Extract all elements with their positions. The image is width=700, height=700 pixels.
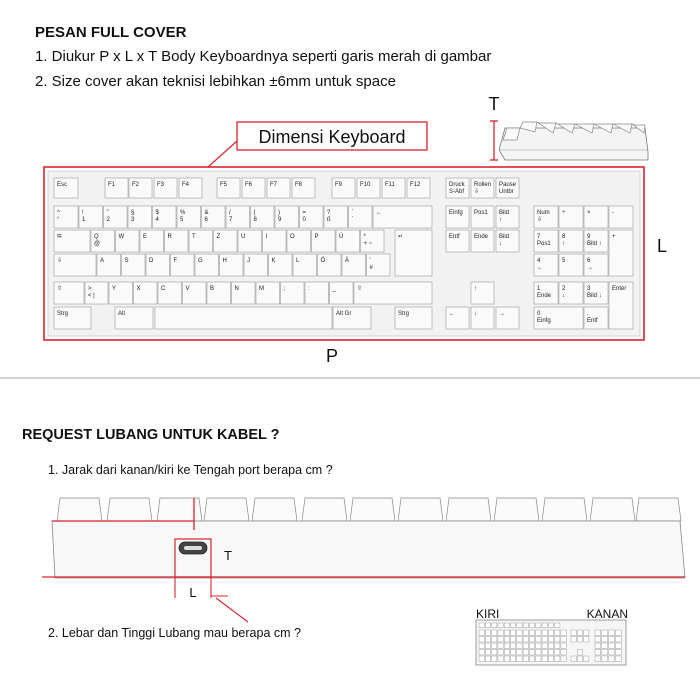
thumbnail-key: [609, 630, 615, 636]
key-k-label: K: [271, 258, 276, 264]
key-f11: [382, 178, 405, 198]
key-hash-label: #: [369, 265, 373, 271]
key-x-label: X: [136, 286, 141, 292]
key-num-4-label: ←: [537, 265, 543, 271]
key-pageup-label: Bild: [499, 210, 510, 216]
thumbnail-key: [602, 630, 608, 636]
thumbnail-key: [523, 656, 528, 662]
key-num-dot-label: Entf: [587, 318, 598, 324]
key-num-1-label: !: [82, 210, 84, 216]
thumbnail-key: [492, 656, 497, 662]
key-lt-label: < |: [88, 293, 95, 299]
key-num-5-label: 5: [180, 217, 184, 223]
side-keycap: [252, 498, 297, 521]
pointer-line: [216, 598, 248, 622]
key-semicolon-label: ;: [283, 286, 286, 292]
thumbnail-key: [523, 630, 528, 636]
section1-title: PESAN FULL COVER: [35, 24, 187, 41]
thumbnail-key: [577, 650, 582, 656]
key-delete-label: Entf: [449, 234, 460, 240]
thumbnail-key: [561, 630, 566, 636]
key-*-label: + ~: [363, 241, 373, 247]
key-print-label: Druck: [449, 182, 465, 188]
thumbnail-key: [536, 630, 541, 636]
key-num-9-label: 9: [278, 217, 282, 223]
thumbnail-key: [511, 650, 516, 656]
key-*-label: *: [363, 234, 366, 240]
key-p-label: P: [314, 234, 319, 240]
thumbnail-key: [504, 630, 509, 636]
key-num-2-label: 2: [106, 217, 110, 223]
key-f10-label: F10: [360, 182, 371, 188]
thumbnail-key: [479, 630, 484, 636]
key-m-label: M: [259, 286, 264, 292]
key-j-label: J: [247, 258, 250, 264]
thumbnail-key: [498, 630, 503, 636]
key-scroll-lock: [471, 178, 494, 198]
key-c-label: C: [161, 286, 166, 292]
instruction-2: 2. Size cover akan teknisi lebihkan ±6mm untuk space: [35, 73, 396, 90]
key-shift-right-label: ⇧: [357, 286, 363, 292]
thumbnail-key: [504, 643, 509, 649]
key-pause-label: Untbr: [499, 189, 514, 195]
key-esc-label: Esc: [57, 182, 68, 188]
thumbnail-key: [523, 637, 528, 643]
key-num-2-label: ": [106, 210, 109, 216]
key-arrow-down-label: ↓: [474, 311, 477, 317]
thumbnail-key: [498, 623, 503, 628]
thumbnail-key: [561, 643, 566, 649]
key-num-7-label: 7: [229, 217, 233, 223]
thumbnail-key: [615, 630, 621, 636]
key-f9: [332, 178, 355, 198]
thumbnail-key: [485, 656, 490, 662]
key-d-label: D: [149, 258, 154, 264]
thumbnail-key: [609, 656, 615, 662]
key-num-5-label: %: [180, 210, 186, 216]
key-e-label: E: [143, 234, 148, 240]
key-n-label: N: [234, 286, 239, 292]
key-num-ß-label: ß: [327, 217, 331, 223]
thumbnail-key: [555, 656, 560, 662]
key-num-´-label: ´: [351, 217, 354, 223]
thumbnail-key: [555, 630, 560, 636]
side-keycap: [494, 498, 539, 521]
thumbnail-key: [511, 630, 516, 636]
key-f7-label: F7: [270, 182, 278, 188]
key-s-label: S: [124, 258, 129, 264]
thumbnail-key: [571, 656, 576, 662]
thumbnail-key: [548, 643, 553, 649]
key-f8: [292, 178, 315, 198]
key-underscore-label: _: [332, 286, 336, 292]
thumbnail-key: [523, 643, 528, 649]
thumbnail-key: [517, 637, 522, 643]
thumbnail-key: [536, 643, 541, 649]
thumbnail-key: [504, 637, 509, 643]
key-num-3-label: Bild ↓: [587, 293, 602, 299]
thumbnail-key: [602, 656, 608, 662]
key-numlock-label: ⇩: [537, 217, 543, 223]
key-num-8-label: 8: [562, 234, 566, 240]
key-f1-label: F1: [108, 182, 116, 188]
thumbnail-key: [511, 656, 516, 662]
key-num-enter-label: Enter: [612, 286, 627, 292]
key-q-label: Q: [94, 234, 99, 240]
dim-l2-label: L: [189, 585, 197, 600]
thumbnail-key: [479, 637, 484, 643]
thumbnail-key: [517, 656, 522, 662]
key-pause: [496, 178, 519, 198]
thumbnail-key: [571, 630, 576, 636]
thumbnail-key: [529, 637, 534, 643]
thumbnail-key: [542, 650, 547, 656]
key-num-0-label: Einfg: [537, 318, 551, 324]
key-altgr-label: Alt Gr: [336, 311, 352, 317]
key-f5: [217, 178, 240, 198]
key-lt-label: >: [88, 286, 92, 292]
key-v-label: V: [185, 286, 190, 292]
thumbnail-key: [479, 643, 484, 649]
thumbnail-key: [529, 656, 534, 662]
key-f2-label: F2: [132, 182, 140, 188]
dim-t2-label: T: [224, 548, 232, 563]
key-f4-label: F4: [182, 182, 190, 188]
side-keycap: [204, 498, 249, 521]
key-num-6-label: →: [587, 265, 593, 271]
thumbnail-key: [492, 650, 497, 656]
key-capslock-label: ⇩: [57, 258, 63, 264]
thumbnail-key: [615, 643, 621, 649]
side-keycap: [350, 498, 395, 521]
key-b-label: B: [210, 286, 215, 292]
thumbnail-key: [517, 643, 522, 649]
key-num-8-label: (: [253, 210, 256, 216]
thumbnail-key: [584, 630, 589, 636]
key-f4: [179, 178, 202, 198]
thumbnail-key: [542, 623, 547, 628]
key-num-1-label: Ende: [537, 293, 552, 299]
thumbnail-key: [485, 637, 490, 643]
key-num-9-label: 9: [587, 234, 591, 240]
key-print-label: S-Abf: [449, 189, 465, 195]
side-keycap: [302, 498, 347, 521]
thumbnail-key: [523, 623, 528, 628]
thumbnail-key: [479, 650, 484, 656]
key-ä-label: Ä: [345, 258, 350, 264]
key-num-8-label: 8: [253, 217, 257, 223]
key-print: [446, 178, 469, 198]
thumbnail-key: [504, 650, 509, 656]
key-pagedown-label: Bild: [499, 234, 510, 240]
instruction-1: 1. Diukur P x L x T Body Keyboardnya seperti garis merah di gambar: [35, 48, 492, 65]
key-f6-label: F6: [245, 182, 253, 188]
key-num-mul-label: ×: [587, 210, 591, 216]
key-ctrl-right-label: Strg: [398, 311, 410, 317]
key-f3: [154, 178, 177, 198]
thumbnail-key: [485, 623, 490, 628]
thumbnail-key: [492, 630, 497, 636]
key-num-7-label: 7: [537, 234, 541, 240]
key-g-label: G: [198, 258, 203, 264]
thumbnail-key: [492, 637, 497, 643]
thumbnail-key: [548, 637, 553, 643]
key-f6: [242, 178, 265, 198]
key-num-dot-label: ,: [587, 311, 589, 317]
key-end-label: Ende: [474, 234, 489, 240]
thumbnail-key: [615, 656, 621, 662]
thumbnail-key: [485, 643, 490, 649]
dim-t-label: T: [488, 94, 500, 114]
key-num-1-label: 1: [82, 217, 86, 223]
thumbnail-key: [595, 630, 601, 636]
key-pause-label: Pause: [499, 182, 517, 188]
key-num-0-label: =: [302, 210, 307, 216]
thumbnail-key: [561, 637, 566, 643]
key-f10: [357, 178, 380, 198]
key-arrow-left-label: ←: [449, 311, 455, 317]
thumbnail-key: [498, 656, 503, 662]
key-num-ß-label: ?: [327, 210, 331, 216]
thumbnail-key: [529, 650, 534, 656]
key-alt-label: Alt: [118, 311, 126, 317]
question-1: 1. Jarak dari kanan/kiri ke Tengah port berapa cm ?: [48, 463, 333, 477]
key-hash-label: ': [369, 258, 371, 264]
key-scroll-lock-label: ⇩: [474, 189, 480, 195]
key-colon-label: :: [308, 286, 310, 292]
key-num-8-label: ↑: [562, 241, 565, 247]
key-space: [155, 307, 332, 329]
key-pageup-label: ↑: [499, 217, 502, 223]
keyboard-side-view: [52, 498, 685, 578]
key-num-plus-label: +: [612, 234, 616, 240]
thumbnail-key: [615, 637, 621, 643]
key-num-3-label: 3: [131, 217, 135, 223]
key-caret-label: °: [57, 217, 60, 223]
key-ö-label: Ö: [320, 258, 326, 264]
side-keycap: [446, 498, 491, 521]
thumbnail-key: [548, 630, 553, 636]
key-f12: [407, 178, 430, 198]
key-enter-label: ↵: [398, 234, 404, 240]
thumbnail-key: [517, 623, 522, 628]
key-num-0-label: 0: [302, 217, 306, 223]
thumbnail-key: [504, 623, 509, 628]
callout-label: Dimensi Keyboard: [258, 127, 406, 147]
key-h-label: H: [222, 258, 227, 264]
key-num-7-label: Pos1: [537, 241, 551, 247]
key-f8-label: F8: [295, 182, 303, 188]
key-t-label: T: [192, 234, 196, 240]
thumbnail-key: [542, 637, 547, 643]
thumbnail-key: [595, 650, 601, 656]
thumbnail-key: [517, 650, 522, 656]
key-shift-right: [354, 282, 432, 304]
key-num-6-label: &: [204, 210, 209, 216]
thumbnail-key: [529, 623, 534, 628]
thumbnail-key: [492, 623, 497, 628]
key-a-label: A: [100, 258, 105, 264]
thumbnail-key: [561, 656, 566, 662]
thumbnail-key: [511, 637, 516, 643]
thumbnail-key: [504, 656, 509, 662]
key-f9-label: F9: [335, 182, 343, 188]
thumbnail-key: [536, 656, 541, 662]
thumbnail-key: [523, 650, 528, 656]
key-num-3-label: 3: [587, 286, 591, 292]
thumbnail-key: [498, 637, 503, 643]
key-pagedown-label: ↓: [499, 241, 502, 247]
section2-title: REQUEST LUBANG UNTUK KABEL ?: [22, 427, 280, 443]
key-f-label: F: [173, 258, 178, 264]
thumbnail-key: [479, 623, 484, 628]
thumbnail-key: [536, 650, 541, 656]
thumbnail-key: [584, 637, 589, 643]
thumbnail-key: [615, 650, 621, 656]
key-arrow-right-label: →: [499, 311, 505, 317]
thumbnail-key: [485, 630, 490, 636]
key-num-5-label: 5: [562, 258, 566, 264]
thumbnail-key: [595, 637, 601, 643]
thumbnail-key: [548, 650, 553, 656]
key-num-9-label: Bild ↑: [587, 241, 602, 247]
kanan-label: KANAN: [586, 607, 628, 621]
side-keycap: [107, 498, 152, 521]
thumbnail-key: [555, 643, 560, 649]
key-num-sub-label: -: [612, 210, 614, 216]
thumbnail-key: [577, 656, 582, 662]
key-esc: [54, 178, 78, 198]
thumbnail-key: [555, 623, 560, 628]
thumbnail-key: [561, 650, 566, 656]
key-num-9-label: ): [278, 210, 280, 216]
key-r-label: R: [167, 234, 172, 240]
key-num-div-label: ÷: [562, 210, 566, 216]
key-f12-label: F12: [410, 182, 421, 188]
side-keycap: [57, 498, 102, 521]
side-keycap: [398, 498, 443, 521]
thumbnail-key: [536, 637, 541, 643]
key-num-4-label: 4: [537, 258, 541, 264]
keyboard-side-profile: [499, 122, 648, 160]
key-backspace-label: ←: [376, 210, 382, 216]
key-num-7-label: /: [229, 210, 231, 216]
thumbnail-key: [511, 623, 516, 628]
thumbnail-key: [602, 650, 608, 656]
thumbnail-key: [529, 630, 534, 636]
thumbnail-key: [517, 630, 522, 636]
key-numlock-label: Num: [537, 210, 550, 216]
thumbnail-key: [542, 656, 547, 662]
thumbnail-key: [577, 630, 582, 636]
thumbnail-key: [609, 643, 615, 649]
thumbnail-key: [498, 650, 503, 656]
key-q-label: @: [94, 241, 101, 247]
thumbnail-key: [542, 643, 547, 649]
dim-l-label: L: [656, 236, 668, 256]
thumbnail-key: [602, 637, 608, 643]
key-num-4-label: 4: [155, 217, 159, 223]
thumbnail-key: [555, 650, 560, 656]
thumbnail-key: [542, 630, 547, 636]
key-f1: [105, 178, 128, 198]
key-f11-label: F11: [385, 182, 395, 188]
thumbnail-key: [485, 650, 490, 656]
key-z-label: Z: [216, 234, 221, 240]
thumbnail-key: [492, 643, 497, 649]
key-scroll-lock-label: Rollen: [474, 182, 492, 188]
question-2: 2. Lebar dan Tinggi Lubang mau berapa cm ?: [48, 626, 301, 640]
key-num-2-label: 2: [562, 286, 566, 292]
side-keycap: [590, 498, 635, 521]
thumbnail-key: [584, 656, 589, 662]
key-num-0-label: 0: [537, 311, 541, 317]
key-num-4-label: $: [155, 210, 159, 216]
key-num-1-label: 1: [537, 286, 541, 292]
key-shift-left-label: ⇧: [57, 286, 63, 292]
thumbnail-key: [595, 656, 601, 662]
key-ctrl-left-label: Strg: [57, 311, 69, 317]
thumbnail-key: [548, 656, 553, 662]
thumbnail-key: [577, 637, 582, 643]
thumbnail-key: [555, 637, 560, 643]
key-tab-label: ⭾: [57, 234, 62, 240]
thumbnail-key: [609, 637, 615, 643]
key-num-6-label: 6: [587, 258, 591, 264]
thumbnail-key: [529, 643, 534, 649]
key-o-label: O: [290, 234, 295, 240]
key-num-3-label: §: [131, 210, 135, 216]
key-u-label: U: [241, 234, 246, 240]
key-y-label: Y: [112, 286, 117, 292]
key-num-´-label: `: [351, 210, 354, 216]
key-arrow-up-label: ↑: [474, 286, 477, 292]
thumbnail-key: [602, 643, 608, 649]
kiri-label: KIRI: [476, 607, 500, 621]
key-num-2-label: ↓: [562, 293, 565, 299]
thumbnail-key: [511, 643, 516, 649]
key-w-label: W: [118, 234, 125, 240]
key-f7: [267, 178, 290, 198]
thumbnail-key: [548, 623, 553, 628]
key-f3-label: F3: [157, 182, 165, 188]
keyboard-thumbnail: [476, 620, 626, 665]
thumbnail-key: [498, 643, 503, 649]
side-keycap: [157, 498, 202, 521]
key-num-6-label: 6: [204, 217, 208, 223]
key-ü-label: Ü: [339, 234, 344, 240]
side-keycap: [542, 498, 587, 521]
thumbnail-key: [571, 637, 576, 643]
key-l-label: L: [296, 258, 300, 264]
key-f2: [129, 178, 152, 198]
side-keycap: [636, 498, 681, 521]
key-insert-label: Einfg: [449, 210, 463, 216]
thumbnail-key: [595, 643, 601, 649]
thumbnail-key: [609, 650, 615, 656]
key-i-label: I: [265, 234, 268, 240]
key-f5-label: F5: [220, 182, 228, 188]
dim-p-label: P: [325, 346, 339, 366]
key-caret-label: ^: [57, 210, 60, 216]
thumbnail-key: [479, 656, 484, 662]
thumbnail-key: [536, 623, 541, 628]
callout-pointer: [208, 141, 237, 167]
key-home-label: Pos1: [474, 210, 488, 216]
